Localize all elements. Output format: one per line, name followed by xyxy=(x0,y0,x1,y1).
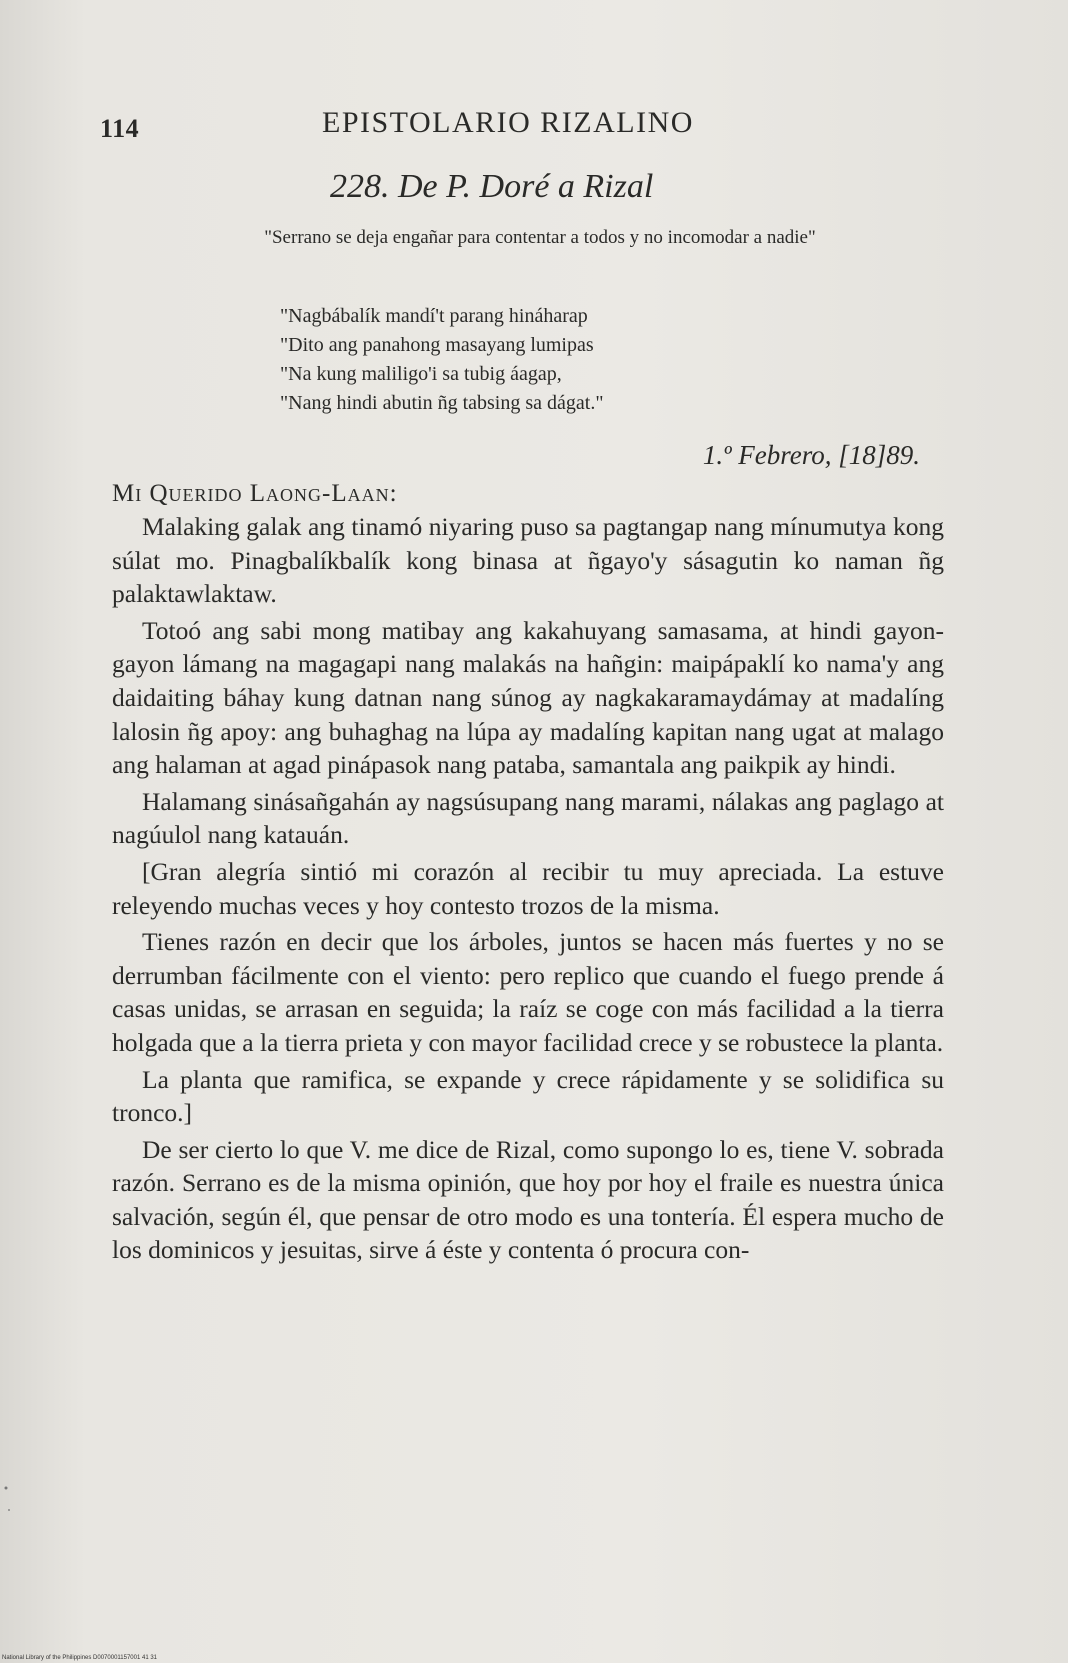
page-header xyxy=(100,106,980,146)
body-paragraph: Totoó ang sabi mong matibay ang kakahuyang samasama, at hindi gayon-gayon lámang na magagapi nang malakás na hañgin: maipápaklí ko nama'y ang daidaiting báhay kung datnan nang súnog ay nagkakaramaydámay at madalíng lalosin ñg apoy: ang buhaghag na lúpa ay madalíng kapitan nang ugat at malago ang halaman at agad pinápasok nang pataba, samantala ang paikpik ay hindi. xyxy=(112,615,944,780)
body-paragraph: Tienes razón en decir que los árboles, juntos se hacen más fuertes y no se derrumban fácilmente con el viento: pero replico que cuando el fuego prende á casas unidas, se arrasan en seguida; la raíz se coge con más facilidad a la tierra holgada que a la tierra prieta y con mayor facilidad crece y se robustece la planta. xyxy=(112,927,944,1057)
poem-line: "Nagbábalík mandí't parang hináharap xyxy=(280,305,588,327)
running-title: EPISTOLARIO RIZALINO xyxy=(322,106,694,139)
epigraph: "Serrano se deja engañar para contentar a todos y no incomodar a nadie" xyxy=(264,227,816,248)
poem-line: "Nang hindi abutin ñg tabsing sa dágat." xyxy=(280,392,604,414)
page-number: 114 xyxy=(100,114,140,143)
body-paragraph: Malaking galak ang tinamó niyaring puso sa pagtangap nang mínumutya kong súlat mo. Pinagbalíkbalík kong binasa at ñgayo'y sásagutin ko naman ñg palaktawlaktaw. xyxy=(112,512,944,609)
body-paragraph: La planta que ramifica, se expande y crece rápidamente y se solidifica su tronco.] xyxy=(112,1064,944,1128)
letter-body xyxy=(112,510,944,1270)
poem-line: "Dito ang panahong masayang lumipas xyxy=(280,334,594,356)
scan-credit: National Library of the Philippines D0070001157001 41 31 xyxy=(2,1655,158,1661)
body-paragraph: [Gran alegría sintió mi corazón al recibir tu muy apreciada. La estuve releyendo muchas veces y hoy contesto trozos de la misma. xyxy=(112,856,944,920)
poem-verse xyxy=(280,302,840,418)
body-paragraph: De ser cierto lo que V. me dice de Rizal, como supongo lo es, tiene V. sobrada razón. Serrano es de la misma opinión, que hoy por hoy el fraile es nuestra única salvación, según él, que pensar de otro modo es una tontería. Él espera mucho de los dominicos y jesuitas, sirve á éste y contenta ó procura con- xyxy=(112,1134,944,1265)
paper-specks xyxy=(0,1480,20,1520)
poem-line: "Na kung maliligo'i sa tubig áagap, xyxy=(280,363,562,385)
letter-title: 228. De P. Doré a Rizal xyxy=(330,168,654,205)
salutation: Mi Querido Laong-Laan: xyxy=(112,480,398,507)
dateline: 1.º Febrero, [18]89. xyxy=(702,440,920,470)
body-paragraph: Halamang sinásañgahán ay nagsúsupang nang marami, nálakas ang paglago at nagúulol nang katauán. xyxy=(112,786,944,850)
